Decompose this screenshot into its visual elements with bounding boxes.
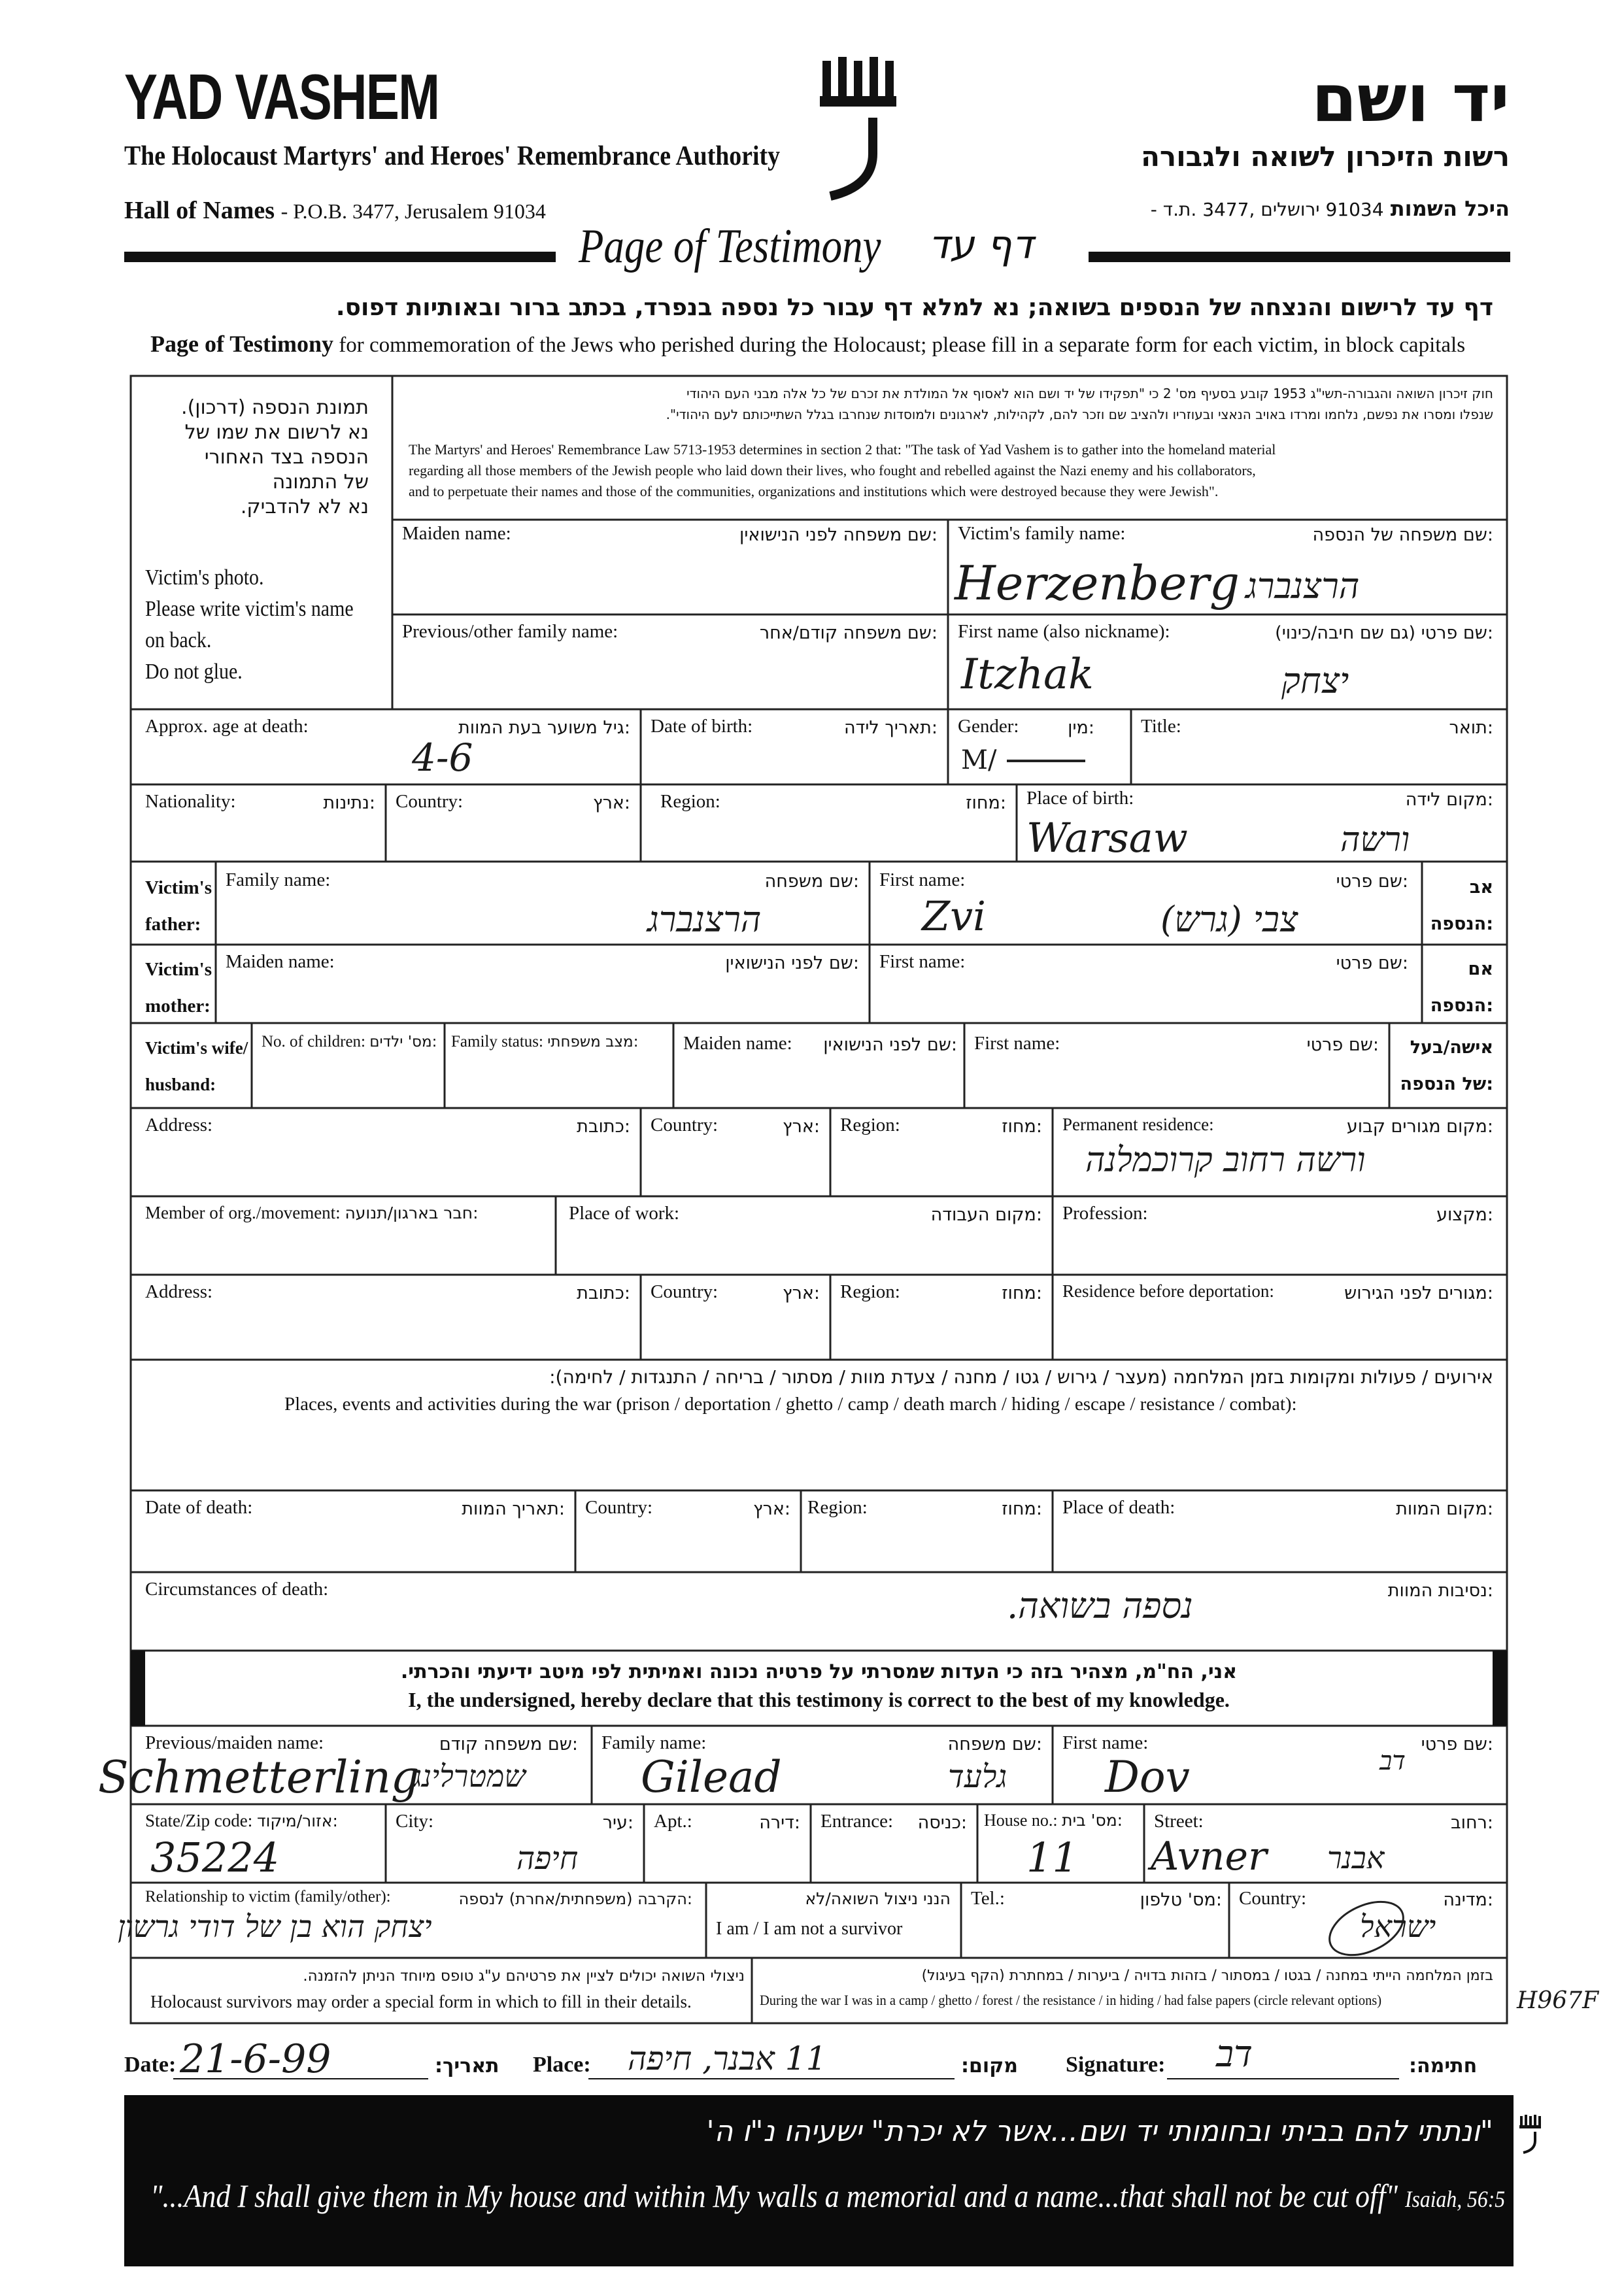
- relationship-label: [145, 1888, 391, 1906]
- sub-prev-label: [145, 1732, 324, 1754]
- address-country-label-he: [783, 1116, 820, 1137]
- hw-age: 4-6: [412, 735, 473, 780]
- label-he: מצב משפחתי:: [547, 1034, 639, 1051]
- label-he: שם פרטי:: [1336, 953, 1408, 973]
- during-war-he: בזמן המלחמה הייתי במחנה / בגטו / במסתור / בזהות בדויה / ביערות / במחתרת (הקף בעיגול): [921, 1968, 1493, 1984]
- spouse-row-label-he: [1400, 1030, 1493, 1103]
- address2-region-label-he: [1002, 1283, 1042, 1304]
- label-he: כתובת:: [577, 1117, 630, 1137]
- hw-city: חיפה: [516, 1840, 579, 1877]
- label-he: שם לפני הנישואין:: [823, 1035, 957, 1055]
- label-en: I am / I am not a survivor: [716, 1919, 903, 1939]
- label-en: First name (also nickname):: [958, 621, 1170, 642]
- work-label: [569, 1203, 679, 1224]
- hw-zip: 35224: [150, 1834, 280, 1881]
- label-en: Member of org./movement:: [145, 1203, 341, 1222]
- label-en: Profession:: [1062, 1203, 1148, 1224]
- label-en: Nationality:: [145, 791, 236, 812]
- label-en: First name:: [879, 869, 966, 890]
- label-en: Victim's family name:: [958, 523, 1126, 544]
- label-he: מדינה:: [1443, 1890, 1493, 1910]
- label-en: husband:: [145, 1075, 216, 1094]
- hw-father-family-he: הרצנברג: [647, 899, 762, 940]
- label-en: mother:: [145, 996, 211, 1017]
- father-first-label: [879, 869, 965, 891]
- page-title-en: Page of Testimony: [579, 220, 881, 273]
- law-en-1: The Martyrs' and Heroes' Remembrance Law 5713-1953 determines in section 2 that: "The task of Yad Vashem is to gather into the homeland material: [409, 441, 1276, 458]
- label-en: Address:: [145, 1115, 213, 1135]
- label-he: שם לפני הנישואין:: [725, 953, 859, 973]
- hw-sub-first-latin: Dov: [1105, 1752, 1190, 1802]
- label-he: מחוז:: [1002, 1499, 1042, 1519]
- res-before-label-he: [1344, 1283, 1493, 1304]
- label-en: Victim's: [145, 877, 212, 898]
- spouse-first-label-he: [1307, 1034, 1379, 1056]
- hall-address-he: 91034 ירושלים ,3477 .ת.ד -: [1150, 199, 1384, 220]
- law-en-3: and to perpetuate their names and those of the communities, organizations and institutions which were destroyed because they were Jewish".: [409, 483, 1219, 499]
- label-en: Apt.:: [654, 1811, 692, 1832]
- photo-box-en: [145, 562, 354, 688]
- label-he: מין:: [1068, 718, 1094, 738]
- label-en: Maiden name:: [683, 1033, 792, 1054]
- label-he: מקצוע:: [1436, 1205, 1493, 1225]
- hw-sub-prev-latin: Schmetterling: [98, 1752, 420, 1804]
- hw-house: 11: [1026, 1834, 1078, 1881]
- law-he-1: חוק זיכרון השואה והגבורה-תשי"ג 1953 קובע בסעיף מס' 2 כי "תפקידו של יד ושם הוא לאסוף אל המולדת את זכרם של כל אלה מבני העם היהודי: [686, 386, 1493, 401]
- authority-he: רשות הזיכרון לשואה ולגבורה: [1141, 141, 1510, 173]
- address-label-he: [577, 1116, 630, 1137]
- label-en: No. of children:: [262, 1033, 365, 1051]
- label-he: שם משפחה:: [764, 871, 859, 892]
- mother-row-label: [145, 951, 212, 1024]
- work-label-he: [931, 1204, 1042, 1226]
- label-en: father:: [145, 914, 201, 935]
- address-region-label-he: [1002, 1116, 1042, 1137]
- photo-he-line: תמונת הנספה (דרכון).: [181, 396, 369, 419]
- label-he: שם פרטי:: [1306, 1035, 1379, 1055]
- during-war-en: During the war I was in a camp / ghetto / forest / the resistance / in hiding / had false papers (circle relevant options): [760, 1992, 1382, 2008]
- label-en: Place of birth:: [1026, 788, 1134, 809]
- mother-maiden-label: [226, 951, 335, 973]
- label-he: הנספה:: [1430, 996, 1493, 1016]
- hw-circumstances: נספה בשואה.: [1007, 1585, 1193, 1626]
- address2-region-label: [840, 1281, 900, 1303]
- label-he: הנספה:: [1430, 914, 1493, 934]
- org-name-he: יד ושם: [1311, 60, 1510, 137]
- label-he: רחוב:: [1451, 1813, 1493, 1833]
- label-en: Victim's wife/: [145, 1038, 248, 1058]
- death-country-label-he: [753, 1498, 790, 1520]
- address2-country-label: [651, 1281, 718, 1303]
- address-label: [145, 1115, 212, 1136]
- place-death-label-he: [1396, 1498, 1493, 1520]
- pob-label: [1026, 788, 1134, 809]
- dod-label: [145, 1497, 252, 1519]
- photo-he-line: נא לרשום את שמו של: [184, 421, 369, 444]
- gender-label-he: [1068, 717, 1094, 739]
- label-en: Maiden name:: [402, 523, 511, 544]
- label-he: שם משפחה של הנספה:: [1312, 525, 1493, 545]
- label-en: Place of work:: [569, 1203, 680, 1224]
- label-en: Approx. age at death:: [145, 716, 309, 737]
- hw-street-he: אבנר: [1327, 1840, 1385, 1875]
- father-row-label-he: [1430, 869, 1493, 943]
- hall-label-he: היכל השמות: [1390, 196, 1510, 221]
- label-he: אם: [1468, 959, 1493, 979]
- label-en: Title:: [1141, 716, 1181, 737]
- photo-he-line: נא לא להדביק.: [240, 496, 369, 518]
- label-he: שם משפחה:: [947, 1734, 1042, 1755]
- label-en: Region:: [840, 1115, 900, 1135]
- tel-label-he: [1140, 1889, 1222, 1911]
- first-name-label: [958, 621, 1170, 643]
- sub-family-label-he: [948, 1734, 1042, 1755]
- org-name-en: YAD VASHEM: [124, 61, 439, 133]
- hw-sub-prev-he: שמטרלינג: [412, 1758, 526, 1794]
- sub-first-label: [1062, 1732, 1148, 1754]
- label-en: Victim's: [145, 959, 212, 980]
- label-he: נסיבות המוות:: [1387, 1581, 1493, 1601]
- small-menorah-icon: [1518, 2115, 1542, 2154]
- hw-date: 21-6-99: [180, 2036, 331, 2082]
- label-he: שם פרטי (גם שם חיבה/כינוי):: [1275, 623, 1493, 643]
- label-he: מס' ילדים:: [369, 1034, 437, 1051]
- member-label: [145, 1203, 479, 1223]
- hw-signature: דב: [1216, 2033, 1253, 2076]
- hw-first-name-he: יצחק: [1281, 660, 1349, 701]
- prev-family-label: [402, 621, 618, 643]
- label-en: Street:: [1154, 1811, 1204, 1832]
- instruction-en-text: for commemoration of the Jews who perished during the Holocaust; please fill in a separate form for each victim, in block capitals: [339, 333, 1466, 357]
- mother-maiden-label-he: [725, 952, 859, 974]
- label-en: Entrance:: [820, 1811, 894, 1832]
- address-country-label: [651, 1115, 718, 1136]
- label-en: Place of death:: [1062, 1497, 1176, 1518]
- hw-sub-first-he: דב: [1379, 1746, 1406, 1776]
- dob-label-he: [844, 717, 938, 739]
- dob-label: [651, 716, 753, 737]
- spouse-first-label: [974, 1033, 1060, 1054]
- label-he: ארץ:: [783, 1283, 820, 1303]
- title-label: [1141, 716, 1181, 737]
- events-label-en: Places, events and activities during the war (prison / deportation / ghetto / camp / death march / hiding / escape / resistance / combat):: [284, 1394, 1297, 1415]
- label-he: ארץ:: [783, 1117, 820, 1137]
- sub-city-label-he: [603, 1812, 634, 1834]
- place-death-label: [1062, 1497, 1175, 1519]
- country-label-he: [593, 792, 630, 814]
- survivors-note-he: ניצולי השואה יכולים לציין את פרטיהם ע"ג טופס מיוחד הניתן להזמנה.: [303, 1968, 745, 1985]
- label-en: Country:: [651, 1281, 719, 1302]
- address2-country-label-he: [783, 1283, 820, 1304]
- region-label-he: [966, 792, 1006, 814]
- photo-he-line: של התמונה: [272, 471, 369, 494]
- instruction-en-bold: Page of Testimony: [150, 331, 334, 357]
- hw-side-note: H967F: [1517, 1987, 1599, 2014]
- label-en: First name:: [1062, 1732, 1149, 1753]
- hw-perm-res: ורשה רחוב קרוכמלנה: [1085, 1141, 1366, 1180]
- maiden-name-label-he: [739, 524, 938, 546]
- sub-country-label-he: [1443, 1889, 1493, 1911]
- label-en: Region:: [807, 1497, 868, 1518]
- label-he: גיל משוער בעת המוות:: [458, 718, 630, 738]
- photo-he-line: הנספה בצד האחורי: [204, 446, 369, 469]
- label-en: Address:: [145, 1281, 213, 1302]
- circ-label: [145, 1579, 328, 1600]
- label-en: Country:: [651, 1115, 719, 1135]
- label-en: Country:: [396, 791, 464, 812]
- label-en: Circumstances of death:: [145, 1579, 329, 1600]
- label-he: כניסה:: [917, 1813, 967, 1833]
- title-label-he: [1449, 717, 1494, 739]
- label-en: Family name:: [601, 1732, 707, 1753]
- label-en: Country:: [1239, 1888, 1307, 1909]
- label-he: חבר בארגון/תנועה:: [345, 1203, 479, 1222]
- mother-first-label: [879, 951, 965, 973]
- hw-family-name-he: הרצנברג: [1245, 565, 1360, 607]
- label-he: אב: [1469, 877, 1493, 898]
- hw-father-first-latin: Zvi: [922, 892, 986, 940]
- declaration-he: אני, הח"מ, מצהיר בזה כי העדות שמסרתי על פרטיה נכונה ואמיתית לפי מיטב ידיעתי והכרתי.: [400, 1660, 1238, 1683]
- profession-label: [1062, 1203, 1148, 1224]
- label-en: Tel.:: [971, 1888, 1005, 1909]
- hw-sub-family-latin: Gilead: [641, 1752, 782, 1802]
- mother-first-label-he: [1336, 952, 1408, 974]
- hw-relationship: יצחק הוא בן של דודי גרשון: [118, 1909, 432, 1944]
- label-en: State/Zip code:: [145, 1811, 253, 1830]
- maiden-name-label: [402, 523, 511, 545]
- label-he: עיר:: [602, 1813, 634, 1833]
- sub-apt-label-he: [759, 1812, 800, 1834]
- profession-label-he: [1436, 1204, 1493, 1226]
- law-he-2: שנפלו ומסרו את נפשם, נלחמו ומרדו באויב הנאצי ובעוזריו ולהציב שם וזכר להם, לקהילות, לארגונים ולמוסדות שנחרבו בגלל השתייכותם לעם היהודי".: [666, 407, 1493, 422]
- label-he: מס' טלפון:: [1140, 1890, 1222, 1910]
- family-name-label-he: [1313, 524, 1493, 546]
- label-en: Relationship to victim (family/other):: [145, 1888, 391, 1906]
- spouse-maiden-label-he: [823, 1034, 957, 1056]
- prev-family-label-he: [760, 622, 938, 644]
- sub-city-label: [396, 1811, 433, 1832]
- hw-first-name-latin: Itzhak: [961, 650, 1094, 699]
- label-he: תאריך המוות:: [462, 1499, 565, 1519]
- law-en-2: regarding all those members of the Jewish people who laid down their lives, who fought and rebelled against the Nazi enemy and his collaborators,: [409, 462, 1256, 479]
- page-title-he: דף עד: [928, 222, 1034, 268]
- father-row-label: [145, 869, 212, 943]
- spouse-row-label: [145, 1030, 248, 1103]
- label-en: Date of death:: [145, 1497, 253, 1518]
- label-he: נתינות:: [323, 793, 375, 813]
- label-en: First name:: [879, 951, 966, 972]
- sub-house-label: [984, 1811, 1123, 1830]
- relationship-label-he: [459, 1888, 692, 1909]
- place-label-he: מקום:: [961, 2055, 1018, 2077]
- address-region-label: [840, 1115, 900, 1136]
- sub-street-label: [1154, 1811, 1204, 1832]
- label-en: City:: [396, 1811, 434, 1832]
- sub-family-label: [601, 1732, 706, 1754]
- photo-en-line: Please write victim's name: [145, 597, 354, 621]
- label-en: Previous/other family name:: [402, 621, 618, 642]
- father-family-label: [226, 869, 330, 891]
- sub-entrance-label-he: [918, 1812, 967, 1834]
- label-he: הקרבה (משפחתית/אחרת) לנספה:: [458, 1890, 692, 1908]
- label-he: של הנספה:: [1400, 1074, 1493, 1094]
- hw-father-first-he: צבי (גרש): [1160, 899, 1298, 940]
- label-en: Date of birth:: [651, 716, 753, 737]
- label-he: אזור/מיקוד:: [256, 1811, 338, 1830]
- photo-en-line: Victim's photo.: [145, 565, 264, 590]
- gender-label: [958, 716, 1019, 737]
- label-he: מחוז:: [966, 793, 1006, 813]
- father-family-label-he: [765, 871, 859, 892]
- hw-family-name-latin: Herzenberg: [955, 556, 1240, 611]
- label-en: Previous/maiden name:: [145, 1732, 324, 1753]
- label-en: Family status:: [451, 1033, 543, 1051]
- date-label-he: תאריך:: [435, 2055, 499, 2077]
- label-he: אישה/בעל: [1410, 1037, 1493, 1058]
- photo-en-line: Do not glue.: [145, 660, 243, 684]
- address2-label-he: [577, 1283, 630, 1304]
- sub-zip-label: [145, 1811, 338, 1831]
- father-first-label-he: [1336, 871, 1408, 892]
- label-he: מקום מגורים קבוע:: [1346, 1117, 1493, 1137]
- label-en: Maiden name:: [226, 951, 335, 972]
- circ-label-he: [1388, 1580, 1493, 1602]
- label-en: First name:: [974, 1033, 1060, 1054]
- dod-label-he: [462, 1498, 565, 1520]
- country-label: [396, 791, 463, 813]
- sub-street-label-he: [1451, 1812, 1493, 1834]
- label-he: ארץ:: [593, 793, 630, 813]
- label-he: מחוז:: [1002, 1117, 1042, 1137]
- label-he: הנני ניצול השואה/לא: [805, 1889, 951, 1908]
- perm-res-label-he: [1347, 1116, 1493, 1137]
- label-he: דירה:: [759, 1813, 800, 1833]
- mother-row-label-he: [1430, 951, 1493, 1024]
- photo-en-line: on back.: [145, 628, 212, 652]
- perm-res-label: [1062, 1115, 1214, 1135]
- label-he: שם משפחה לפני הנישואין:: [739, 525, 938, 545]
- label-en: Country:: [585, 1497, 653, 1518]
- label-he: מחוז:: [1002, 1283, 1042, 1303]
- hall-label: Hall of Names: [124, 197, 275, 224]
- sub-country-label: [1239, 1888, 1306, 1909]
- label-he: ארץ:: [753, 1499, 790, 1519]
- region-label: [660, 791, 720, 813]
- footer-quote-text: "...And I shall give them in My house and within My walls a memorial and a name...that shall not be cut off": [150, 2177, 1398, 2214]
- tel-label: [971, 1888, 1005, 1909]
- declaration-en: I, the undersigned, hereby declare that this testimony is correct to the best of my knowledge.: [408, 1688, 1230, 1711]
- label-he: מקום העבודה:: [930, 1205, 1042, 1225]
- label-he: כתובת:: [577, 1283, 630, 1303]
- res-before-label: [1062, 1281, 1274, 1302]
- label-en: Family name:: [226, 869, 331, 890]
- signature-label: Signature:: [1066, 2053, 1166, 2077]
- gender-strike: [1007, 760, 1085, 762]
- events-label-he: אירועים / פעולות ומקומות בזמן המלחמה (מעצר / גירוש / גטו / מחנה / צעדת מוות / מסתור / בריחה / התנגדות / לחימה):: [549, 1366, 1493, 1388]
- death-country-label: [585, 1497, 652, 1519]
- label-he: שם משפחה קודם/אחר:: [759, 623, 938, 643]
- label-he: שם פרטי:: [1336, 871, 1408, 892]
- death-region-label-he: [1002, 1498, 1042, 1520]
- label-he: שם משפחה קודם:: [439, 1734, 578, 1755]
- survivor-label-he: [805, 1888, 951, 1909]
- photo-box-he: [133, 395, 369, 520]
- hw-gender: M/: [961, 745, 997, 775]
- nationality-label-he: [323, 792, 375, 814]
- label-he: שם פרטי:: [1421, 1734, 1493, 1755]
- death-region-label: [807, 1497, 868, 1519]
- label-he: תואר:: [1449, 718, 1493, 738]
- age-label-he: [458, 717, 630, 739]
- address2-label: [145, 1281, 212, 1303]
- label-en: Region:: [840, 1281, 900, 1302]
- label-he: מס' בית:: [1062, 1811, 1123, 1830]
- survivors-note-en: Holocaust survivors may order a special form in which to fill in their details.: [150, 1992, 692, 2011]
- hw-pob-latin: Warsaw: [1026, 814, 1188, 862]
- label-en: Gender:: [958, 716, 1019, 737]
- sub-first-label-he: [1421, 1734, 1493, 1755]
- survivor-label-en: [716, 1919, 902, 1940]
- sub-entrance-label: [820, 1811, 893, 1832]
- family-status-label: [451, 1033, 638, 1051]
- instruction-he: דף עד לרישום והנצחה של הנספים בשואה; נא למלא דף עבור כל נספה בנפרד, בכתב ברור ובאותיות דפוס.: [335, 294, 1493, 321]
- hw-pob-he: ורשה: [1340, 820, 1410, 860]
- age-label: [145, 716, 309, 737]
- children-label: [262, 1033, 437, 1051]
- family-name-label: [958, 523, 1125, 545]
- signature-label-he: חתימה:: [1409, 2055, 1478, 2077]
- hw-place: 11 אבנר, חיפה: [628, 2040, 827, 2077]
- footer-quote-he: "ונתתי להם בביתי ובחומותי יד ושם...אשר לא יכרת" ישעיהו נ"ו ה': [706, 2115, 1493, 2148]
- label-en: Region:: [660, 791, 720, 812]
- nationality-label: [145, 791, 236, 813]
- hw-sub-country: ישראל: [1360, 1909, 1436, 1944]
- footer-quote-en: [150, 2177, 1505, 2215]
- label-he: תאריך לידה:: [843, 718, 938, 738]
- footer-quote-source: Isaiah, 56:5: [1404, 2186, 1506, 2212]
- label-en: Residence before deportation:: [1062, 1281, 1274, 1301]
- first-name-label-he: [1275, 622, 1493, 644]
- hw-sub-family-he: גלעד: [948, 1758, 1007, 1795]
- spouse-maiden-label: [683, 1033, 792, 1054]
- authority-en: The Holocaust Martyrs' and Heroes' Remembrance Authority: [124, 141, 780, 171]
- hw-street-latin: Avner: [1151, 1834, 1267, 1879]
- pob-label-he: [1406, 789, 1493, 811]
- label-he: מקום המוות:: [1396, 1499, 1493, 1519]
- label-he: מקום לידה:: [1405, 790, 1493, 810]
- label-en: House no.:: [984, 1811, 1058, 1830]
- sub-apt-label: [654, 1811, 692, 1832]
- label-he: מגורים לפני הגירוש:: [1344, 1283, 1493, 1303]
- hall-address: - P.O.B. 3477, Jerusalem 91034: [280, 199, 546, 223]
- label-en: Permanent residence:: [1062, 1115, 1214, 1134]
- place-label: Place:: [533, 2053, 591, 2077]
- sub-prev-label-he: [439, 1734, 578, 1755]
- date-label: Date:: [124, 2053, 177, 2077]
